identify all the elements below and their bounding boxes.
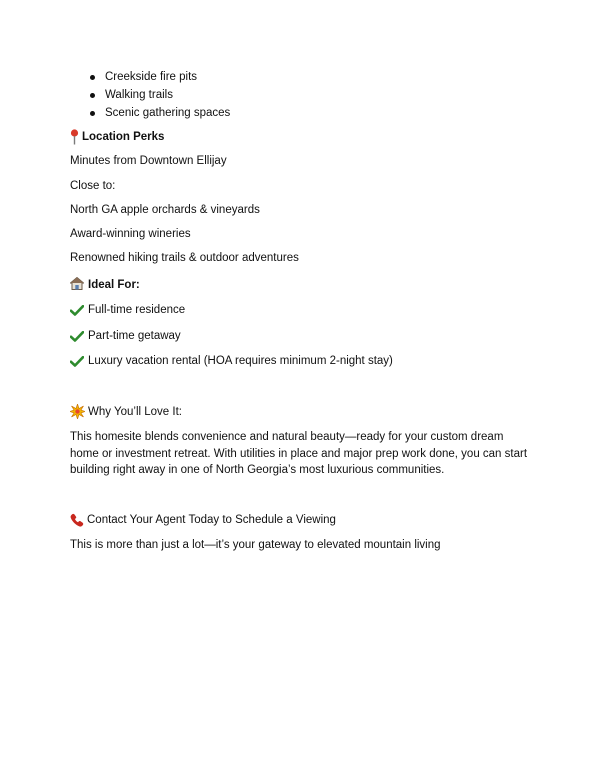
- ideal-for-heading: Ideal For:: [88, 279, 140, 291]
- telephone-receiver-icon: [70, 513, 84, 527]
- location-perks-heading: Location Perks: [82, 131, 165, 143]
- bullet-marker: [90, 93, 95, 98]
- bullet-marker: [90, 111, 95, 116]
- location-line: Award-winning wineries: [70, 228, 191, 240]
- checkmark-icon: [70, 331, 84, 342]
- contact-heading: Contact Your Agent Today to Schedule a Viewing: [87, 514, 336, 526]
- sparkle-burst-icon: [70, 404, 85, 419]
- ideal-item: Part-time getaway: [88, 330, 181, 342]
- checkmark-icon: [70, 356, 84, 367]
- closing-line: This is more than just a lot—it’s your gateway to elevated mountain living: [70, 539, 441, 551]
- checkmark-icon: [70, 305, 84, 316]
- location-line: Minutes from Downtown Ellijay: [70, 155, 227, 167]
- pushpin-icon: [70, 129, 79, 145]
- house-icon: [70, 277, 84, 290]
- list-item: Creekside fire pits: [105, 71, 198, 83]
- ideal-item: Full-time residence: [88, 304, 186, 316]
- location-line: Renowned hiking trails & outdoor adventures: [70, 252, 299, 264]
- list-item: Scenic gathering spaces: [105, 107, 231, 119]
- why-love-heading: Why You’ll Love It:: [88, 406, 182, 418]
- location-line: North GA apple orchards & vineyards: [70, 204, 260, 216]
- why-love-paragraph: This homesite blends convenience and natural beauty—ready for your custom dream home or investment retreat. With utilities in place and major prep work done, you can start building right away in one of North Georgia’s most luxurious communities.: [70, 431, 528, 476]
- ideal-item: Luxury vacation rental (HOA requires minimum 2-night stay): [88, 355, 393, 367]
- bullet-marker: [90, 75, 95, 80]
- list-item: Walking trails: [105, 89, 173, 101]
- location-line: Close to:: [70, 180, 116, 192]
